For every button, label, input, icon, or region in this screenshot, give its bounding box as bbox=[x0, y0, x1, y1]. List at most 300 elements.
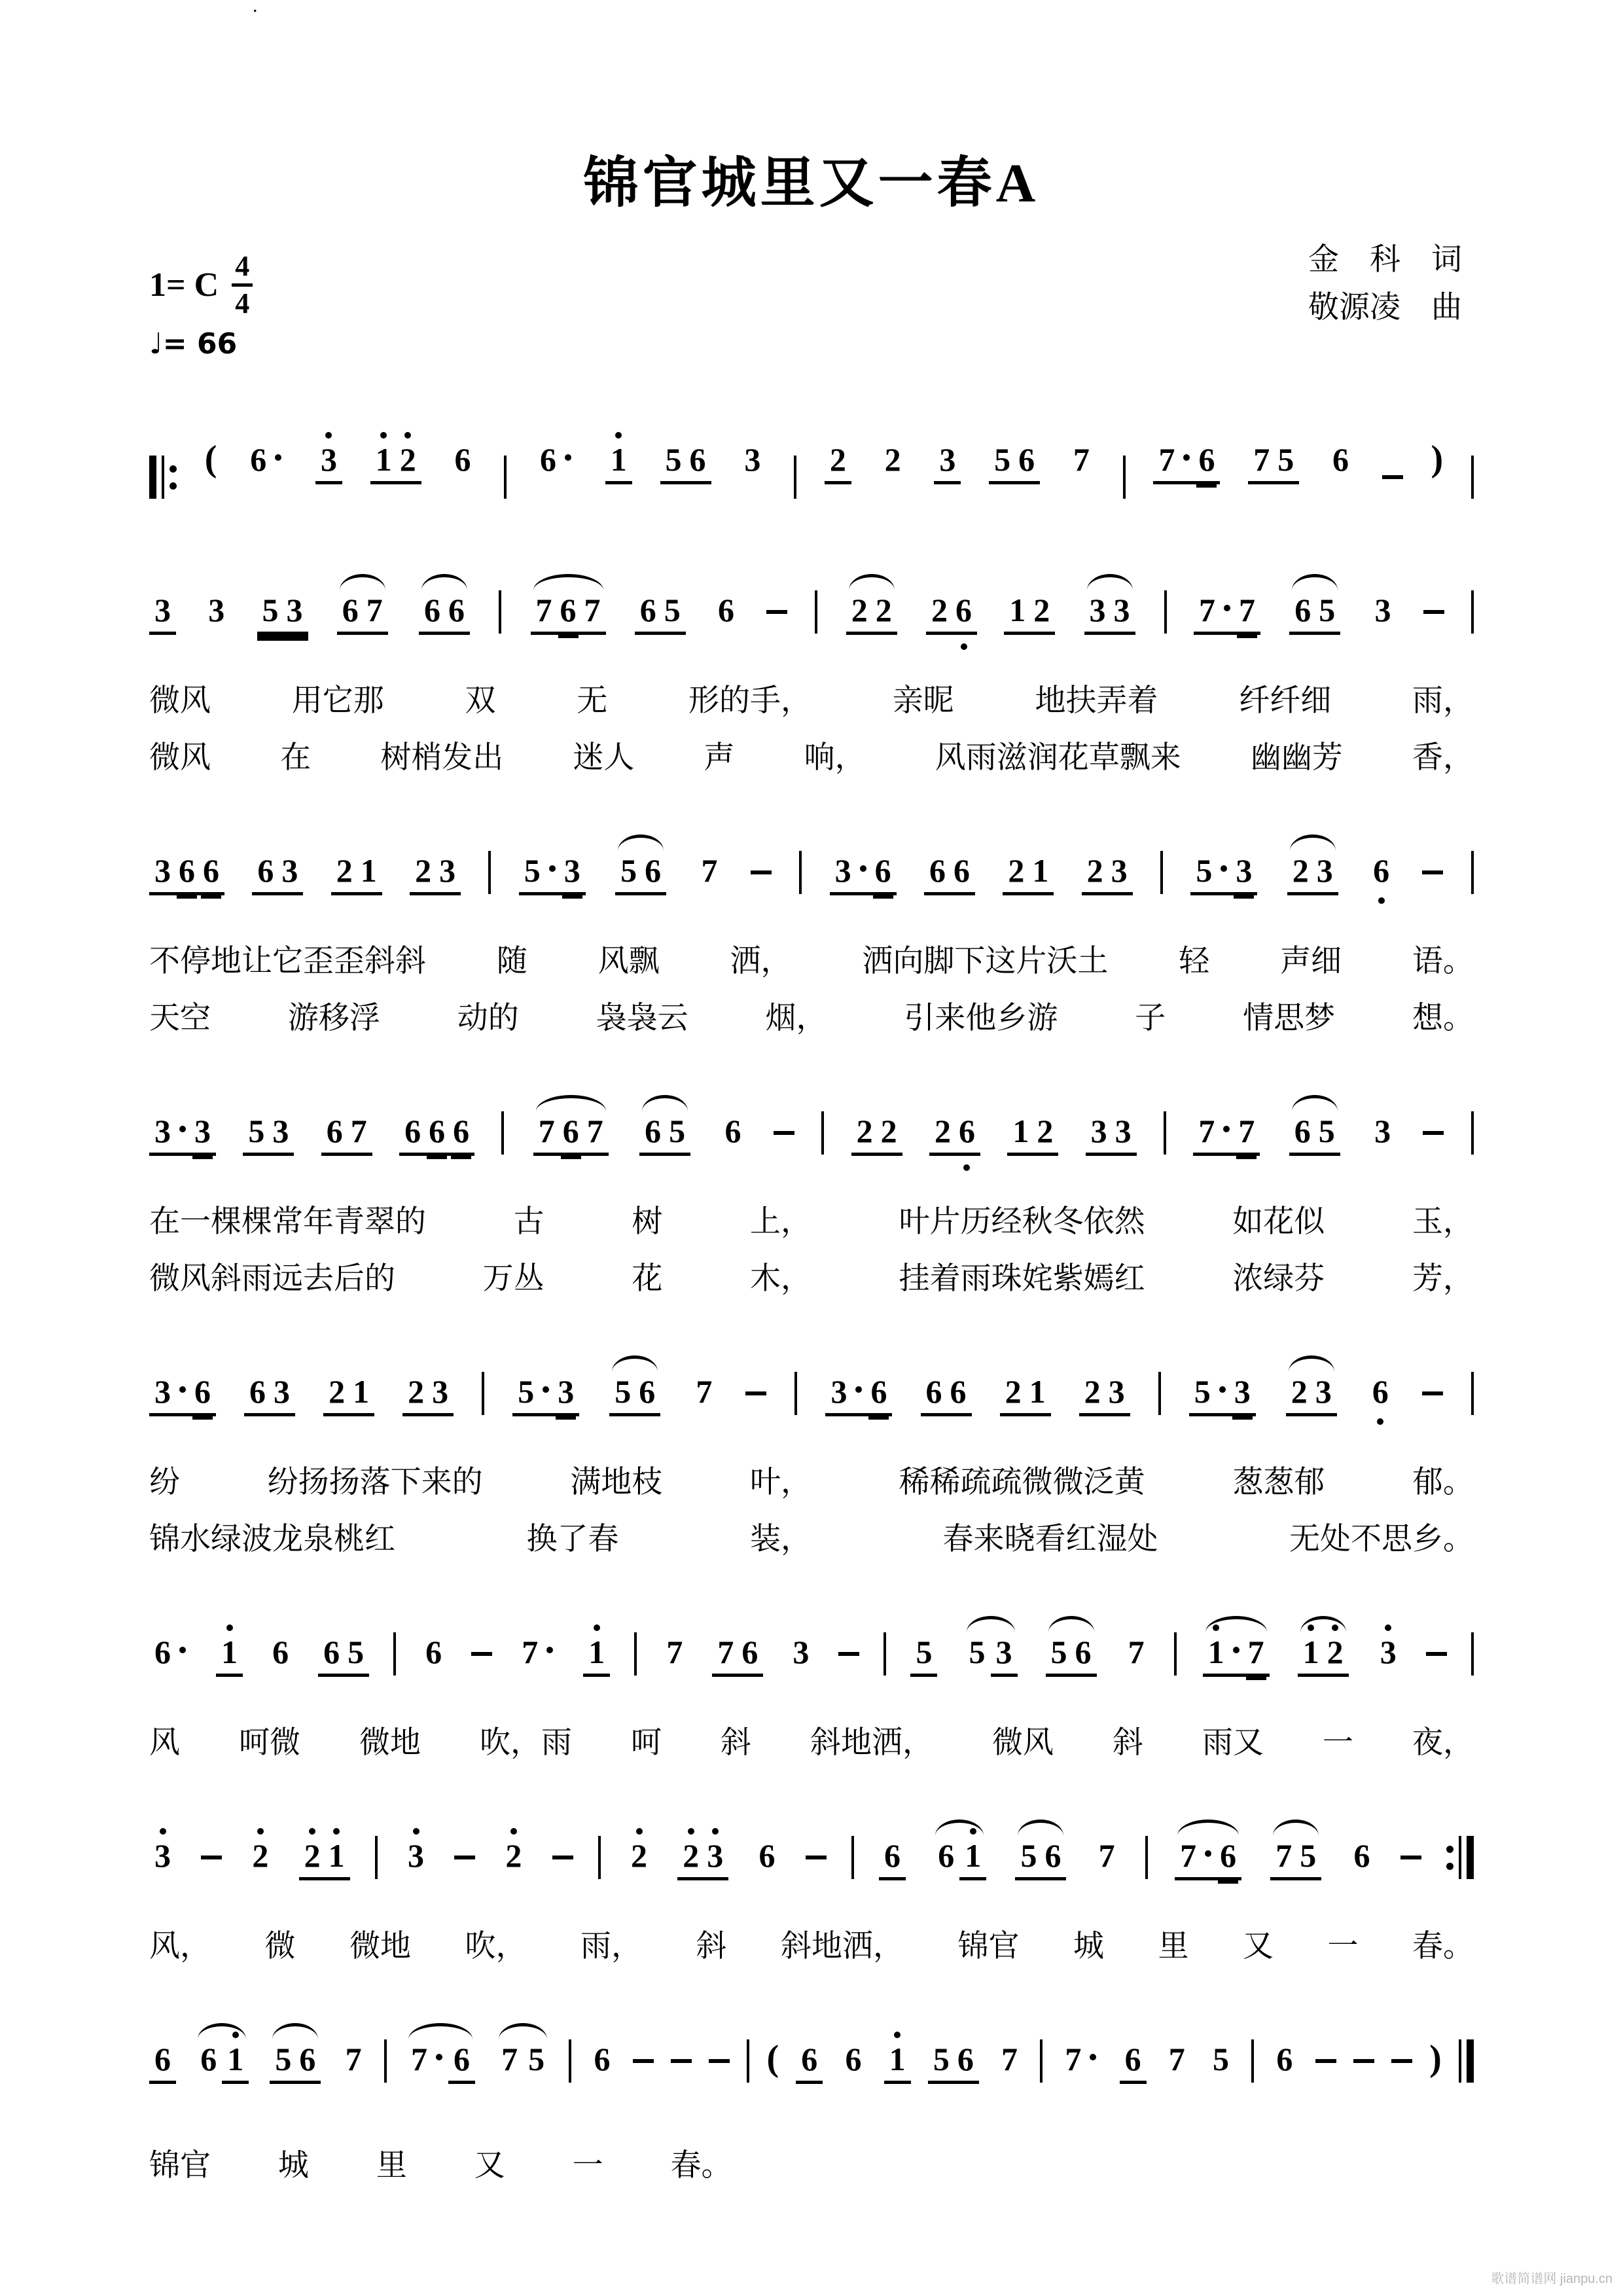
music-system bbox=[149, 1818, 1474, 1965]
barline bbox=[1471, 456, 1474, 499]
beam-group bbox=[149, 1372, 216, 1416]
dash-rest bbox=[1391, 2059, 1412, 2063]
music-systems bbox=[149, 438, 1474, 2185]
lyric-syllable: 斜 bbox=[721, 1726, 751, 1760]
note: 7 bbox=[717, 1634, 734, 1670]
lyric-syllable: 响， bbox=[804, 741, 866, 775]
note: 6 bbox=[1124, 2041, 1141, 2077]
note: 3 bbox=[317, 443, 341, 476]
high-octave-dot bbox=[232, 2032, 239, 2038]
slur-arc bbox=[1082, 573, 1137, 635]
beam-group bbox=[531, 591, 606, 635]
slur-arc bbox=[844, 573, 899, 635]
notation-row bbox=[149, 1094, 1474, 1172]
lyrics-row bbox=[149, 733, 1474, 777]
beam-group bbox=[512, 1372, 579, 1416]
beam-group bbox=[243, 1112, 294, 1156]
note: 2 bbox=[1086, 852, 1103, 889]
music-system bbox=[149, 2022, 1474, 2185]
slur-arc bbox=[529, 573, 608, 635]
note-group bbox=[880, 440, 906, 478]
note: 3 bbox=[439, 852, 456, 889]
lyric-syllable: 不停地让它歪歪斜斜 bbox=[149, 944, 426, 978]
note: 2 bbox=[396, 443, 420, 476]
barline-thin bbox=[794, 1372, 797, 1415]
beam-group bbox=[884, 2040, 911, 2084]
dash-rest bbox=[774, 1131, 794, 1135]
beam-group bbox=[989, 440, 1040, 484]
barline-thin bbox=[794, 456, 796, 499]
beam-group bbox=[149, 591, 176, 635]
barline-thin bbox=[375, 1836, 378, 1879]
note: 3 bbox=[208, 592, 225, 628]
note: 7 bbox=[1001, 2041, 1018, 2077]
note: 5 bbox=[615, 1373, 632, 1410]
beam-group bbox=[635, 591, 686, 635]
beam-group bbox=[1203, 1633, 1270, 1677]
note: 2 bbox=[1033, 592, 1050, 628]
note: 7 bbox=[1128, 1634, 1145, 1670]
beam-group bbox=[924, 852, 975, 895]
note-group bbox=[267, 1633, 294, 1671]
note: 6 bbox=[724, 1113, 741, 1149]
note: 3 bbox=[272, 1113, 289, 1149]
note: 7 bbox=[584, 592, 601, 628]
note: 2 bbox=[851, 592, 868, 628]
lyric-syllable: 洒， bbox=[730, 944, 792, 978]
note: 7 bbox=[1065, 2041, 1082, 2077]
note: 3 bbox=[995, 1634, 1012, 1670]
slur-arc bbox=[1013, 1818, 1068, 1880]
beam-group bbox=[1189, 1372, 1256, 1416]
beam-group bbox=[252, 852, 303, 895]
note-group bbox=[1369, 1112, 1396, 1150]
lyric-syllable: 引来他乡游 bbox=[904, 1001, 1058, 1035]
lyric-syllable: 夜， bbox=[1412, 1726, 1474, 1760]
note: 6 bbox=[425, 1634, 442, 1670]
lyrics-row bbox=[149, 1254, 1474, 1298]
barline bbox=[384, 2039, 387, 2083]
barline-thin bbox=[883, 1632, 886, 1676]
note-group bbox=[1164, 2040, 1190, 2078]
note: 6 bbox=[801, 2041, 818, 2077]
note: 6 bbox=[453, 2041, 470, 2077]
note-group bbox=[203, 591, 230, 629]
note: 6 bbox=[249, 1373, 266, 1410]
note: 7 bbox=[1275, 1837, 1293, 1874]
note: 6 bbox=[953, 852, 970, 889]
lyric-syllable: 如花似 bbox=[1232, 1205, 1325, 1239]
barline bbox=[1471, 1632, 1474, 1676]
beam-group bbox=[149, 2040, 176, 2084]
dash-rest bbox=[1423, 610, 1444, 614]
augmentation-dot bbox=[1090, 2054, 1096, 2060]
beam-group bbox=[1120, 2040, 1147, 2084]
note: 3 bbox=[1113, 592, 1130, 628]
lyric-syllable: 锦官 bbox=[149, 2149, 211, 2183]
note: 3 bbox=[939, 441, 956, 478]
note: 1 bbox=[372, 443, 396, 476]
barline bbox=[1471, 851, 1474, 894]
barline bbox=[634, 1632, 637, 1676]
note: 7 bbox=[586, 1113, 603, 1149]
note-group bbox=[496, 2040, 523, 2078]
dash-rest bbox=[1426, 1652, 1447, 1656]
beam-group bbox=[1298, 1633, 1349, 1677]
note: 6 bbox=[323, 1634, 340, 1670]
barline-thin bbox=[747, 2039, 749, 2083]
note: 2 bbox=[829, 441, 846, 478]
note: 3 bbox=[793, 1634, 810, 1670]
beam-group bbox=[1015, 1837, 1066, 1880]
close-paren: ) bbox=[1431, 439, 1444, 479]
quarter-note-icon: ♩ bbox=[149, 327, 163, 361]
note: 6 bbox=[257, 852, 274, 889]
note: 3 bbox=[1232, 854, 1256, 887]
note-group bbox=[523, 2040, 550, 2078]
note: 3 bbox=[154, 592, 171, 628]
note: 7 bbox=[696, 1373, 713, 1410]
beam-group bbox=[796, 2040, 823, 2084]
note: 6 bbox=[929, 852, 946, 889]
lyric-syllable: 袅袅云 bbox=[596, 1001, 688, 1035]
beam-group bbox=[149, 1112, 216, 1156]
note-group bbox=[195, 2040, 222, 2078]
note: 7 bbox=[1180, 1837, 1197, 1874]
note: 5 bbox=[665, 441, 682, 478]
beam-group bbox=[1287, 852, 1338, 895]
lyric-syllable: 装， bbox=[750, 1522, 812, 1556]
lyric-syllable: 微风 bbox=[149, 741, 211, 775]
barline bbox=[504, 456, 507, 499]
high-octave-dot bbox=[325, 432, 332, 439]
note: 1 bbox=[353, 1373, 370, 1410]
notation-row bbox=[149, 1354, 1474, 1433]
beam-group bbox=[402, 1372, 454, 1416]
note: 7 bbox=[1199, 592, 1215, 628]
note-group bbox=[840, 2040, 866, 2078]
note: 3 bbox=[560, 854, 584, 887]
note: 5 bbox=[348, 1634, 365, 1670]
barline-thin bbox=[1160, 851, 1163, 894]
note: 6 bbox=[1216, 1839, 1240, 1872]
barline bbox=[794, 456, 796, 499]
slur-arc bbox=[607, 1354, 662, 1416]
lyric-syllable: 微地 bbox=[349, 1929, 411, 1964]
final-barline bbox=[1459, 2039, 1474, 2083]
note-group bbox=[696, 852, 723, 889]
barline-thin bbox=[821, 1111, 824, 1155]
barline-thin bbox=[1158, 1372, 1161, 1415]
high-octave-dot bbox=[712, 1828, 719, 1835]
note-group bbox=[1327, 440, 1354, 478]
note: 3 bbox=[1316, 852, 1333, 889]
low-octave-dot bbox=[1378, 897, 1385, 904]
note: 2 bbox=[856, 1113, 873, 1149]
beam-group bbox=[959, 1837, 986, 1880]
note-group bbox=[753, 1837, 780, 1874]
dash-rest bbox=[709, 2059, 730, 2063]
lyric-syllable: 天空 bbox=[149, 1001, 211, 1035]
note: 1 bbox=[1204, 1636, 1228, 1668]
beam-group bbox=[609, 1372, 660, 1416]
slur-arc bbox=[1173, 1818, 1243, 1880]
beam-group bbox=[605, 440, 632, 484]
note: 6 bbox=[175, 854, 199, 887]
note: 6 bbox=[645, 852, 662, 889]
note: 5 bbox=[969, 1634, 986, 1670]
note: 6 bbox=[1369, 854, 1393, 887]
note: 1 bbox=[1012, 1113, 1029, 1149]
note-group bbox=[661, 1633, 688, 1671]
note: 7 bbox=[1098, 1837, 1115, 1874]
note: 7 bbox=[366, 592, 383, 628]
beam-group bbox=[928, 2040, 979, 2084]
lyric-syllable: 声 bbox=[704, 741, 735, 775]
slur-arc bbox=[931, 1818, 988, 1880]
note-group bbox=[1207, 2040, 1234, 2078]
slur-arc bbox=[637, 1094, 692, 1156]
augmentation-dot bbox=[565, 454, 571, 461]
note: 1 bbox=[217, 1636, 241, 1668]
note-group bbox=[1068, 440, 1095, 478]
lyric-syllable: 子 bbox=[1135, 1001, 1166, 1035]
slur-arc bbox=[1287, 573, 1342, 635]
slur-arc bbox=[1044, 1615, 1099, 1677]
high-octave-dot bbox=[380, 432, 387, 439]
beam-group bbox=[677, 1837, 728, 1880]
dash-rest bbox=[201, 1856, 222, 1859]
note-group bbox=[1375, 1633, 1402, 1671]
note: 2 bbox=[875, 592, 892, 628]
lyric-syllable: 形的手， bbox=[688, 684, 812, 718]
slur-arc bbox=[404, 2022, 477, 2084]
note: 7 bbox=[410, 2041, 427, 2077]
barline-thin bbox=[1040, 2039, 1043, 2083]
note: 6 bbox=[200, 2041, 217, 2077]
beam-group bbox=[830, 852, 897, 895]
beam-group bbox=[222, 2040, 249, 2084]
beam-group bbox=[1079, 1372, 1130, 1416]
augmentation-dot bbox=[1205, 1850, 1211, 1857]
note: 2 bbox=[934, 1113, 951, 1149]
note: 7 bbox=[345, 2041, 362, 2077]
note: 7 bbox=[1158, 441, 1175, 478]
note: 2 bbox=[1292, 852, 1309, 889]
note: 3 bbox=[1089, 592, 1106, 628]
lyric-syllable: 呵 bbox=[631, 1726, 662, 1760]
note: 1 bbox=[360, 852, 377, 889]
note-group bbox=[247, 1837, 274, 1874]
lyrics-row bbox=[149, 994, 1474, 1037]
lyric-syllable: 树梢发出 bbox=[380, 741, 504, 775]
lyric-syllable: 花 bbox=[632, 1262, 663, 1296]
lyric-syllable: 一 bbox=[1323, 1726, 1353, 1760]
barline-thin bbox=[799, 851, 802, 894]
lyric-syllable: 迷人 bbox=[573, 741, 635, 775]
slur-arc bbox=[1296, 1615, 1351, 1677]
lyric-syllable: 城 bbox=[1073, 1929, 1104, 1964]
note: 6 bbox=[957, 2041, 974, 2077]
beam-group bbox=[1289, 591, 1340, 635]
high-octave-dot bbox=[1308, 1624, 1314, 1631]
slur-arc bbox=[1268, 1818, 1323, 1880]
beam-group bbox=[257, 591, 308, 635]
lyric-syllable: 树 bbox=[632, 1205, 663, 1239]
high-octave-dot bbox=[1332, 1624, 1338, 1631]
barline-thin bbox=[1251, 2039, 1254, 2083]
barline-thin bbox=[501, 1111, 504, 1155]
lyric-syllable: 春。 bbox=[1412, 1929, 1474, 1964]
barline-thin bbox=[1164, 1111, 1166, 1155]
lyric-syllable: 洒向脚下这片沃土 bbox=[862, 944, 1109, 978]
lyric-syllable: 一 bbox=[1327, 1929, 1359, 1964]
beam-group bbox=[846, 591, 897, 635]
barline-thin bbox=[162, 456, 164, 499]
barline-thin bbox=[634, 1632, 637, 1676]
note: 5 bbox=[1212, 2041, 1229, 2077]
augmentation-dot bbox=[1223, 1126, 1230, 1132]
note: 7 bbox=[666, 1634, 683, 1670]
dash-rest bbox=[671, 2059, 692, 2063]
lyric-syllable: 里 bbox=[1158, 1929, 1189, 1964]
note-group bbox=[500, 1837, 527, 1874]
note: 6 bbox=[1294, 592, 1311, 628]
close-paren: ) bbox=[1429, 2038, 1442, 2079]
beam-group bbox=[299, 1837, 350, 1880]
barline-thin bbox=[1471, 1372, 1474, 1415]
note: 2 bbox=[880, 1113, 897, 1149]
lyric-syllable: 叶， bbox=[749, 1465, 812, 1499]
beam-group bbox=[216, 1633, 243, 1677]
barline-thin bbox=[1471, 1111, 1474, 1155]
note-group bbox=[589, 2040, 616, 2078]
beam-group bbox=[879, 1837, 906, 1880]
note: 5 bbox=[248, 1113, 265, 1149]
note-group bbox=[149, 1837, 176, 1874]
augmentation-dot bbox=[546, 1647, 553, 1653]
note: 7 bbox=[350, 1113, 367, 1149]
barline bbox=[799, 851, 802, 894]
lyric-syllable: 风雨滋润花草飘来 bbox=[935, 741, 1181, 775]
lyric-syllable: 斜地洒， bbox=[810, 1726, 933, 1760]
augmentation-dot bbox=[1221, 865, 1227, 872]
high-octave-dot bbox=[333, 1828, 340, 1835]
note-group bbox=[933, 1837, 959, 1874]
augmentation-dot bbox=[179, 1126, 186, 1132]
beam-group bbox=[1082, 852, 1133, 895]
key-signature bbox=[149, 252, 253, 318]
augmentation-dot bbox=[1224, 605, 1230, 611]
open-paren: ( bbox=[204, 439, 217, 479]
note: 2 bbox=[1008, 852, 1025, 889]
note-group bbox=[1271, 2040, 1298, 2078]
lyric-syllable: 万丛 bbox=[482, 1262, 544, 1296]
lyric-syllable: 浓绿芬 bbox=[1232, 1262, 1325, 1296]
lyric-syllable: 春来晓看红湿处 bbox=[942, 1522, 1158, 1556]
note: 6 bbox=[272, 1634, 289, 1670]
note: 3 bbox=[190, 1115, 215, 1147]
note: 6 bbox=[454, 441, 471, 478]
note-group bbox=[149, 1633, 192, 1671]
barline bbox=[1471, 1372, 1474, 1415]
lyric-syllable: 稀稀疏疏微微泛黄 bbox=[899, 1465, 1145, 1499]
augmentation-dot bbox=[543, 1386, 549, 1393]
note: 3 bbox=[744, 441, 761, 478]
lyric-syllable: 微 bbox=[264, 1929, 296, 1964]
barline-thin bbox=[1471, 1632, 1474, 1676]
lyric-syllable: 轻 bbox=[1179, 944, 1210, 978]
beam-group bbox=[991, 1633, 1018, 1677]
note-group bbox=[713, 591, 740, 629]
note: 6 bbox=[154, 1634, 171, 1670]
slur-arc bbox=[531, 1094, 611, 1156]
repeat-dot bbox=[169, 465, 177, 473]
barline bbox=[1164, 1111, 1166, 1155]
dash-rest bbox=[1423, 1131, 1444, 1135]
barline-thin bbox=[384, 2039, 387, 2083]
note: 3 bbox=[1376, 1636, 1400, 1668]
repeat-dot bbox=[169, 482, 177, 490]
lyrics-row bbox=[149, 1458, 1474, 1501]
lyric-syllable: 上， bbox=[749, 1205, 812, 1239]
augmentation-dot bbox=[1183, 454, 1190, 461]
lyric-syllable: 吹， bbox=[465, 1929, 527, 1964]
low-octave-dot bbox=[1377, 1418, 1383, 1425]
note: 2 bbox=[248, 1839, 272, 1872]
note: 5 bbox=[518, 1373, 535, 1410]
barline bbox=[1164, 590, 1167, 634]
augmentation-dot bbox=[275, 454, 281, 461]
lyric-syllable: 幽幽芳 bbox=[1250, 741, 1343, 775]
slur-arc bbox=[1287, 1094, 1342, 1156]
lyric-syllable: 木， bbox=[749, 1262, 812, 1296]
barline bbox=[1471, 590, 1474, 634]
beam-group bbox=[315, 440, 342, 484]
lyric-syllable: 叶片历经秋冬依然 bbox=[899, 1205, 1145, 1239]
note: 6 bbox=[741, 1634, 758, 1670]
high-octave-dot bbox=[309, 1828, 315, 1835]
beam-group bbox=[825, 1372, 892, 1416]
barline bbox=[1040, 2039, 1043, 2083]
low-octave-dot bbox=[961, 643, 967, 650]
beam-group bbox=[639, 1112, 690, 1156]
note-group bbox=[1370, 591, 1397, 629]
note: 6 bbox=[1044, 1837, 1061, 1874]
beam-group bbox=[1193, 1112, 1260, 1156]
barline-thin bbox=[488, 851, 491, 894]
beam-group bbox=[929, 1112, 980, 1156]
note: 1 bbox=[1032, 852, 1049, 889]
note: 1 bbox=[1299, 1636, 1323, 1668]
note: 1 bbox=[325, 1839, 349, 1872]
note: 7 bbox=[1168, 2041, 1185, 2077]
barline-thin bbox=[851, 1836, 854, 1879]
barline bbox=[883, 1632, 886, 1676]
note: 6 bbox=[950, 1373, 967, 1410]
note: 2 bbox=[300, 1839, 325, 1872]
note: 7 bbox=[1198, 1113, 1215, 1149]
note-group bbox=[1368, 852, 1395, 889]
lyric-syllable: 锦官 bbox=[957, 1929, 1020, 1964]
note: 2 bbox=[884, 441, 901, 478]
lyric-syllable: 纷扬扬落下来的 bbox=[267, 1465, 483, 1499]
note: 7 bbox=[1235, 594, 1259, 626]
barline-thin bbox=[1164, 590, 1167, 634]
note: 6 bbox=[884, 1837, 901, 1874]
key-label: 1= C bbox=[149, 266, 219, 304]
credits bbox=[1308, 236, 1462, 332]
